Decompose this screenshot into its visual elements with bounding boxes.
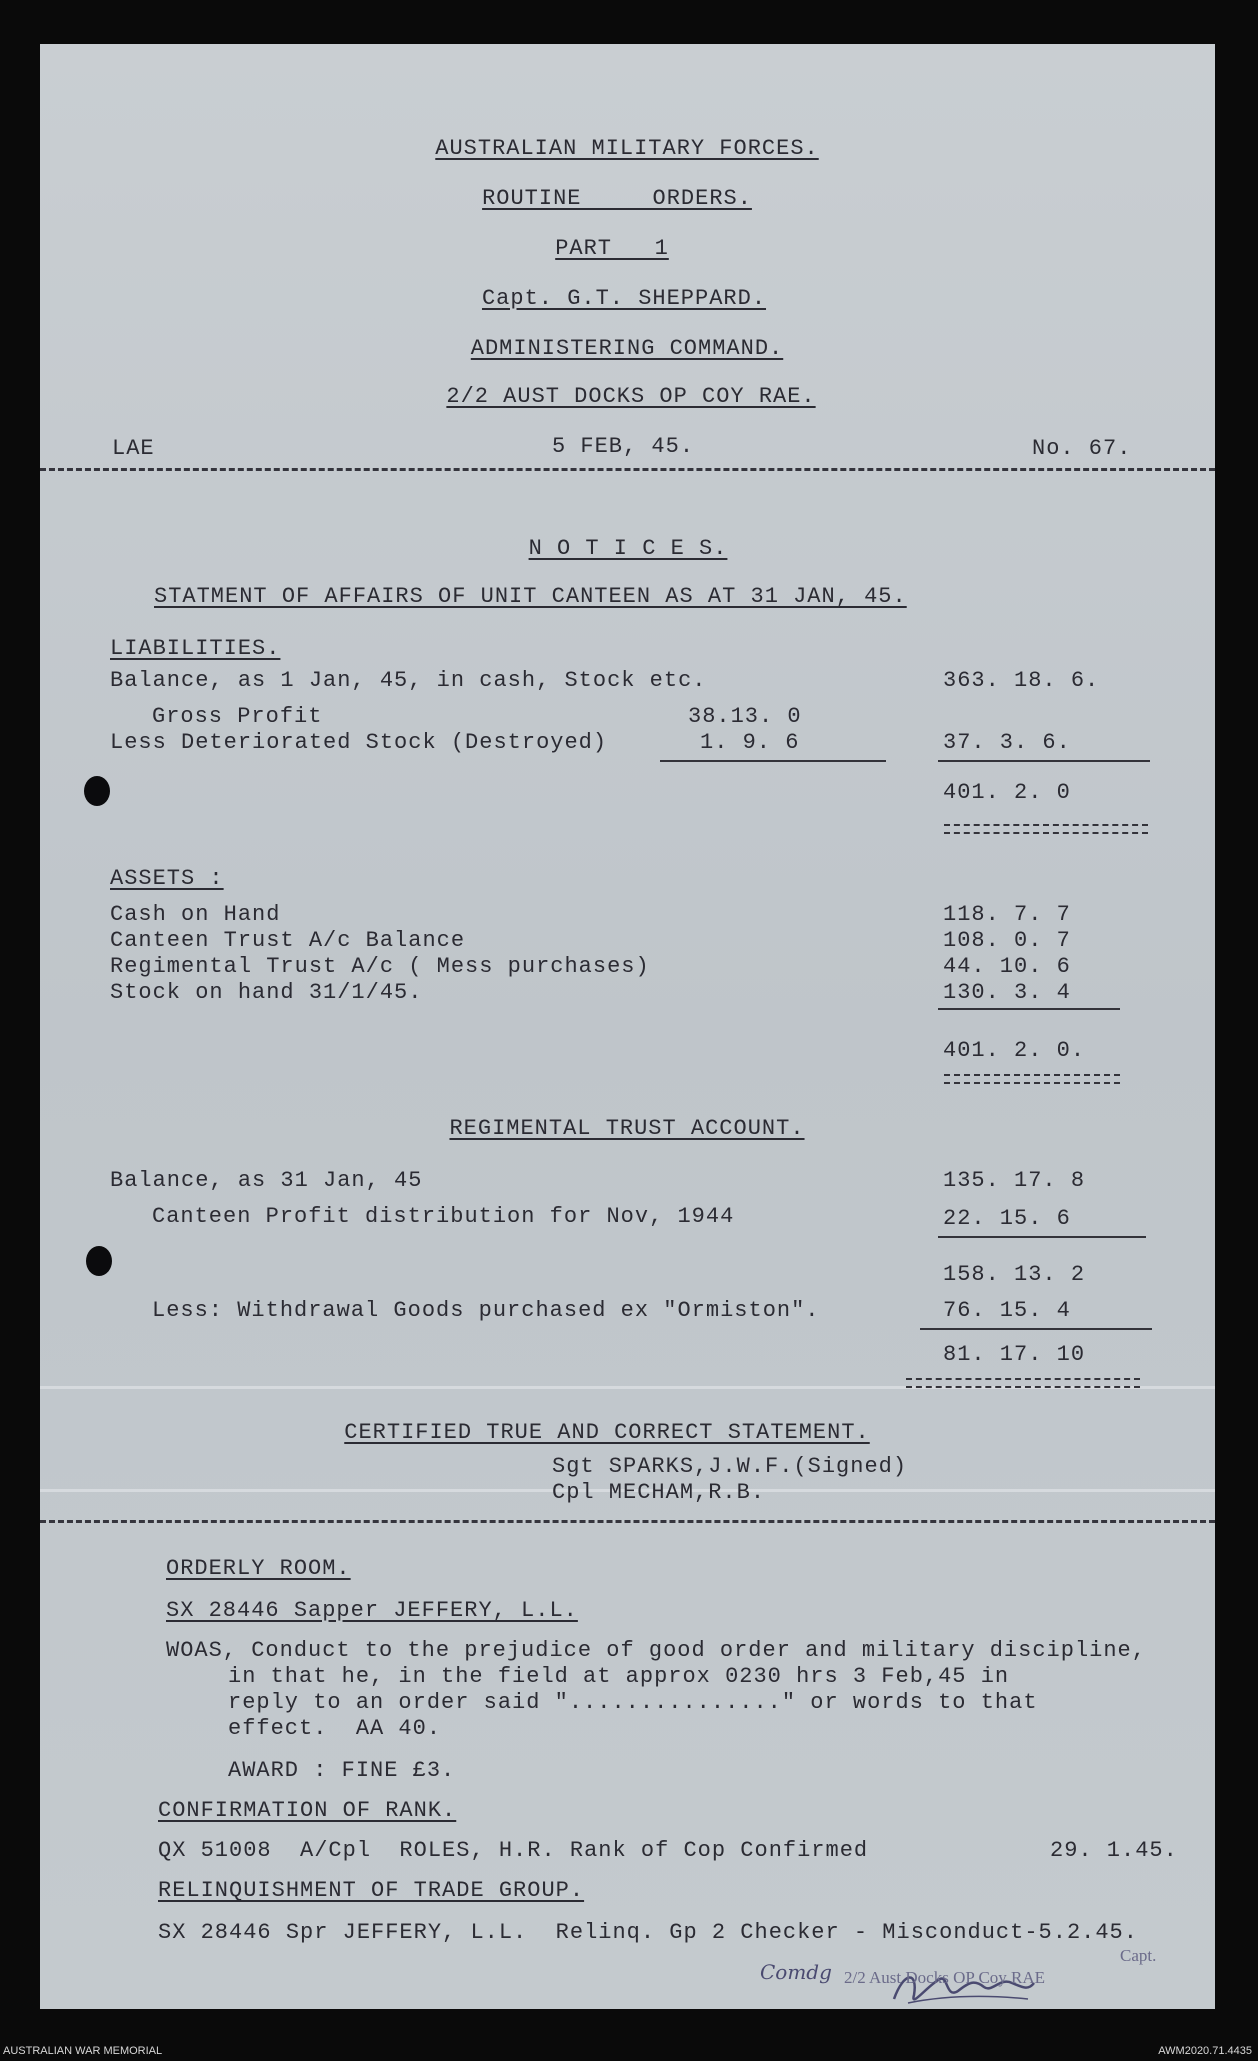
order-number: No. 67. [1032, 436, 1132, 461]
liability-amount: 37. 3. 6. [943, 730, 1071, 755]
charge-line3: reply to an order said "..............." or words to that [228, 1690, 1038, 1715]
double-underline [944, 1074, 1120, 1084]
withdrawal-label: Less: Withdrawal Goods purchased ex "Ormiston". [152, 1298, 820, 1323]
asset-label: Stock on hand 31/1/45. [110, 980, 423, 1005]
asset-amount: 118. 7. 7 [943, 902, 1071, 927]
asset-amount: 130. 3. 4 [943, 980, 1071, 1005]
charge-line1: WOAS, Conduct to the prejudice of good order and military discipline, [166, 1638, 1146, 1663]
double-underline [944, 824, 1148, 834]
stamp-prefix: Comdg [760, 1960, 832, 1984]
dashed-divider [40, 1520, 1215, 1523]
withdrawal-amount: 76. 15. 4 [943, 1298, 1071, 1323]
assets-heading: ASSETS : [110, 866, 224, 891]
header-line1: AUSTRALIAN MILITARY FORCES. [435, 136, 819, 161]
regimental-amount: 135. 17. 8 [943, 1168, 1086, 1193]
liability-label: Less Deteriorated Stock (Destroyed) [110, 730, 608, 755]
footer-right: AWM2020.71.4435 [1158, 2045, 1252, 2057]
confirm-line: QX 51008 A/Cpl ROLES, H.R. Rank of Cop Confirmed [158, 1838, 869, 1863]
regimental-amount: 22. 15. 6 [943, 1206, 1071, 1231]
liability-label: Balance, as 1 Jan, 45, in cash, Stock etc. [110, 668, 707, 693]
liability-sub: 1. 9. 6 [700, 730, 800, 755]
punch-hole [86, 1246, 112, 1276]
relinq-heading: RELINQUISHMENT OF TRADE GROUP. [158, 1878, 585, 1903]
certified-line1: Sgt SPARKS,J.W.F.(Signed) [552, 1454, 908, 1479]
liability-label: Gross Profit [152, 704, 323, 729]
relinq-line: SX 28446 Spr JEFFERY, L.L. Relinq. Gp 2 Checker - Misconduct-5.2.45. [158, 1920, 1138, 1945]
dashed-divider [40, 468, 1215, 471]
charge-line4: effect. AA 40. [228, 1716, 442, 1741]
notices-title: N O T I C E S. [528, 536, 728, 561]
underline [938, 760, 1150, 762]
double-underline [906, 1378, 1140, 1388]
certified-line2: Cpl MECHAM,R.B. [552, 1480, 766, 1505]
header-line6: 2/2 AUST DOCKS OP COY RAE. [446, 384, 816, 409]
underline [938, 1236, 1146, 1238]
asset-amount: 44. 10. 6 [943, 954, 1071, 979]
order-date: 5 FEB, 45. [552, 434, 695, 459]
regimental-total: 81. 17. 10 [943, 1342, 1086, 1367]
regimental-label: Balance, as 31 Jan, 45 [110, 1168, 423, 1193]
header-line3: PART 1 [555, 236, 669, 261]
underline [660, 760, 886, 762]
stamp-unit: 2/2 Aust Docks OP Coy RAE [844, 1968, 1046, 1987]
confirm-heading: CONFIRMATION OF RANK. [158, 1798, 457, 1823]
header-line5: ADMINISTERING COMMAND. [470, 336, 784, 361]
document-page [40, 44, 1215, 2009]
punch-hole [84, 776, 110, 806]
liabilities-heading: LIABILITIES. [110, 636, 281, 661]
regimental-subtotal: 158. 13. 2 [943, 1262, 1086, 1287]
underline [920, 1328, 1152, 1330]
asset-label: Canteen Trust A/c Balance [110, 928, 466, 953]
footer-left: AUSTRALIAN WAR MEMORIAL [3, 2045, 163, 2057]
liability-sub: 38.13. 0 [688, 704, 802, 729]
underline [938, 1008, 1120, 1010]
confirm-date: 29. 1.45. [1050, 1838, 1178, 1863]
assets-total: 401. 2. 0. [943, 1038, 1086, 1063]
award: AWARD : FINE £3. [228, 1758, 456, 1783]
certified-title: CERTIFIED TRUE AND CORRECT STATEMENT. [344, 1420, 870, 1445]
header-line4: Capt. G.T. SHEPPARD. [481, 286, 767, 311]
stamp-rank: Capt. [1120, 1946, 1157, 1965]
asset-label: Cash on Hand [110, 902, 281, 927]
liabilities-total: 401. 2. 0 [943, 780, 1071, 805]
asset-amount: 108. 0. 7 [943, 928, 1071, 953]
charge-line2: in that he, in the field at approx 0230 hrs 3 Feb,45 in [228, 1664, 1010, 1689]
regimental-label: Canteen Profit distribution for Nov, 1944 [152, 1204, 735, 1229]
asset-label: Regimental Trust A/c ( Mess purchases) [110, 954, 650, 979]
header-line2: ROUTINE ORDERS. [482, 186, 752, 211]
statement-title: STATMENT OF AFFAIRS OF UNIT CANTEEN AS AT 31 JAN, 45. [154, 584, 907, 609]
place: LAE [112, 436, 155, 461]
regimental-title: REGIMENTAL TRUST ACCOUNT. [449, 1116, 805, 1141]
liability-amount: 363. 18. 6. [943, 668, 1100, 693]
orderly-heading: ORDERLY ROOM. [166, 1556, 351, 1581]
offender-name: SX 28446 Sapper JEFFERY, L.L. [166, 1598, 578, 1623]
